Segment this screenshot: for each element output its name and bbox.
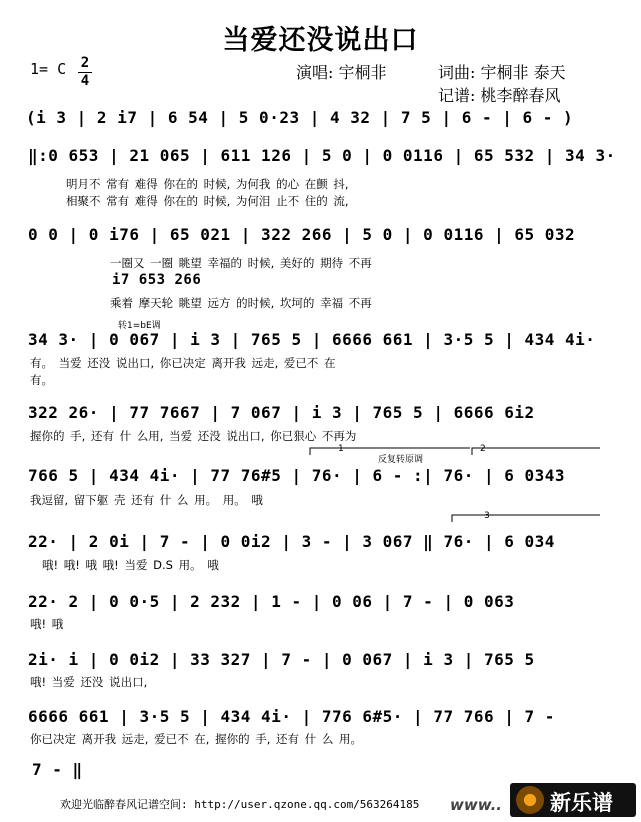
volta-3-line [452,515,600,522]
score-row-7-lyric-1: 哦! 哦 [30,617,64,631]
score-row-2-notes: 0 0 | 0 i76 | 65 021 | 322 266 | 5 0 | 0 0116 | 65 032 [28,225,576,244]
intro-line: (i 3 | 2 i7 | 6 54 | 5 0·23 | 4 32 | 7 5 | 6 - | 6 - ) [26,108,574,127]
score-row-10-notes: 7 - ‖ [32,760,83,779]
singer-credit: 演唱: 宇桐非 [296,63,387,82]
key-change-mark: 转1=bE调 [118,321,161,331]
score-row-9-lyric-1: 你已决定 离开我 远走, 爱已不 在, 握你的 手, 还有 什 么 用。 [30,732,363,746]
score-row-2-lyric-1: 一圈又 一圈 眺望 幸福的 时候, 美好的 期待 不再 [110,256,372,270]
score-row-4-lyric-1: 握你的 手, 还有 什 么用, 当爱 还没 说出口, 你已狠心 不再为 [30,429,357,443]
volta-3-label: 3 [484,511,490,521]
score-row-5-lyric-1: 我逗留, 留下躯 壳 还有 什 么 用。 用。 哦 [30,493,263,507]
volta-2-label: 2 [480,444,486,454]
score-row-1-lyric-2: 相聚不 常有 难得 你在的 时候, 为何泪 止不 住的 流, [66,194,349,208]
score-row-2-lyric-2: 乘着 摩天轮 眺望 远方 的时候, 坎坷的 幸福 不再 [110,296,372,310]
score-row-9-notes: 6666 661 | 3·5 5 | 434 4i· | 776 6#5· | 77 766 | 7 - [28,707,555,726]
score-row-6-lyric-1: 哦! 哦! 哦 哦! 当爱 D.S 用。 哦 [42,558,219,572]
score-row-5-notes: 766 5 | 434 4i· | 77 76#5 | 76· | 6 - :| 76· | 6 0343 [28,466,566,485]
footer-credit: 欢迎光临醉春风记谱空间: http://user.qzone.qq.com/563264185 [60,798,420,811]
score-row-1-notes: ‖:0 653 | 21 065 | 611 126 | 5 0 | 0 0116 | 65 532 | 34 3· [28,146,616,165]
score-row-4-notes: 322 26· | 77 7667 | 7 067 | i 3 | 765 5 | 6666 6i2 [28,403,535,422]
transcriber-credit: 记谱: 桃李醉春风 [438,86,561,105]
score-row-3-notes: 34 3· | 0 067 | i 3 | 765 5 | 6666 661 | 3·5 5 | 434 4i· [28,330,596,349]
score-row-1-lyric-1: 明月不 常有 难得 你在的 时候, 为何我 的心 在颤 抖, [66,177,349,191]
score-row-8-notes: 2i· i | 0 0i2 | 33 327 | 7 - | 0 067 | i 3 | 765 5 [28,650,535,669]
song-title: 当爱还没说出口 [222,25,419,56]
score-row-7-notes: 22· 2 | 0 0·5 | 2 232 | 1 - | 0 06 | 7 - | 0 063 [28,592,515,611]
volta-2-line [472,448,600,455]
time-signature-top: 2 [80,55,90,71]
volta-1-line [310,448,470,455]
site-logo[interactable] [510,783,636,817]
score-row-2-alt-notes: i7 653 266 [112,272,202,288]
site-watermark: www.. [450,796,503,814]
logo-text: 新乐谱 [550,791,613,815]
score-row-3-lyric-2: 有。 [30,373,53,387]
score-row-6-notes: 22· | 2 0i | 7 - | 0 0i2 | 3 - | 3 067 ‖ 76· | 6 034 [28,532,555,551]
score-row-8-lyric-1: 哦! 当爱 还没 说出口, [30,675,148,689]
volta-1-label: 1 [338,444,344,454]
key-signature: 1= C [30,60,67,78]
composer-credit: 词曲: 宇桐非 泰天 [438,63,566,82]
disc-icon [516,786,544,814]
time-signature-bottom: 4 [80,73,90,89]
return-key-mark: 反复转原调 [378,455,424,465]
score-row-3-lyric-1: 有。 当爱 还没 说出口, 你已决定 离开我 远走, 爱已不 在 [30,356,336,370]
